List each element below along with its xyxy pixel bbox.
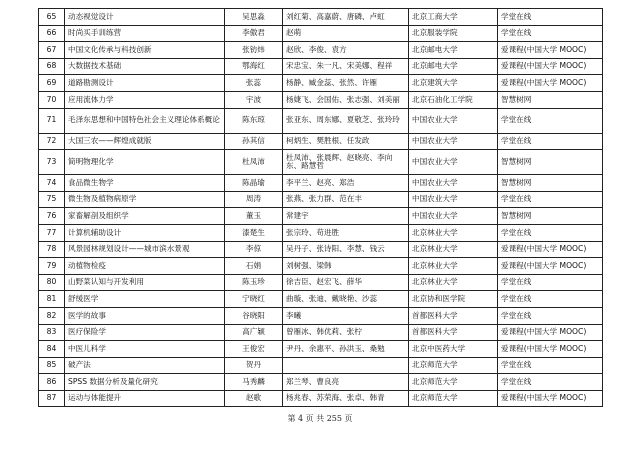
platform-name: 智慧树网 [498,150,603,175]
table-row [39,291,603,308]
team-members: 尹丹、余惠平、孙洪玉、桑勉 [283,341,409,358]
team-members: 柯炳生、樊胜根、任发政 [283,133,409,150]
course-name: 大国三农——辉煌成就版 [65,133,225,150]
platform-name: 学堂在线 [498,108,603,133]
row-number: 87 [39,390,65,407]
table-row [39,133,603,150]
platform-name: 学堂在线 [498,307,603,324]
school-name: 北京林业大学 [409,258,498,275]
platform-name: 爱课程(中国大学 MOOC) [498,258,603,275]
platform-name: 爱课程(中国大学 MOOC) [498,390,603,407]
course-lead: 石娟 [225,258,283,275]
platform-name: 学堂在线 [498,291,603,308]
course-name: 大数据技术基础 [65,58,225,75]
platform-name: 学堂在线 [498,357,603,374]
team-members: 张宗玲、苟进胜 [283,224,409,241]
table-row [39,42,603,59]
team-members [283,357,409,374]
team-members: 杜凤沛、张晨辉、赵晓亮、李向东、路慧哲 [283,150,409,175]
course-table [38,8,603,407]
platform-name: 学堂在线 [498,9,603,26]
team-members: 吴丹子、张诗阳、李慧、钱云 [283,241,409,258]
school-name: 北京建筑大学 [409,75,498,92]
course-name: 舒缓医学 [65,291,225,308]
school-name: 北京师范大学 [409,357,498,374]
school-name: 北京师范大学 [409,390,498,407]
platform-name: 学堂在线 [498,25,603,42]
row-number: 86 [39,374,65,391]
team-members: 宋忠宝、朱一凡、宋美娜、程祥 [283,58,409,75]
team-members: 曲璇、张迪、戴晓艳、沙蕊 [283,291,409,308]
platform-name: 智慧树网 [498,208,603,225]
school-name: 北京邮电大学 [409,42,498,59]
team-members: 刘树强、梁韩 [283,258,409,275]
platform-name: 爱课程(中国大学 MOOC) [498,324,603,341]
table-row [39,258,603,275]
school-name: 中国农业大学 [409,208,498,225]
school-name: 北京服装学院 [409,25,498,42]
school-name: 北京石油化工学院 [409,91,498,108]
team-members: 李曦 [283,307,409,324]
table-row [39,175,603,192]
course-lead: 赵歌 [225,390,283,407]
course-lead: 李倞 [225,241,283,258]
table-row [39,91,603,108]
course-lead: 杜凤沛 [225,150,283,175]
row-number: 80 [39,274,65,291]
platform-name: 学堂在线 [498,224,603,241]
course-lead: 马秀麟 [225,374,283,391]
platform-name: 学堂在线 [498,133,603,150]
team-members: 张亚东、周东娜、夏敬芝、张玲玲 [283,108,409,133]
row-number: 76 [39,208,65,225]
course-name: 山野菜认知与开发利用 [65,274,225,291]
course-lead: 鄂海红 [225,58,283,75]
table-row [39,9,603,26]
course-lead: 陈玉珍 [225,274,283,291]
course-lead: 张蕊 [225,75,283,92]
course-lead: 董玉 [225,208,283,225]
school-name: 中国农业大学 [409,133,498,150]
row-number: 79 [39,258,65,275]
team-members: 杨婕飞、会国佑、张志强、刘美丽 [283,91,409,108]
course-name: 风景园林规划设计——城市滨水景观 [65,241,225,258]
platform-name: 学堂在线 [498,274,603,291]
school-name: 北京邮电大学 [409,58,498,75]
course-lead: 宁晓红 [225,291,283,308]
course-name: 时尚买手训练营 [65,25,225,42]
school-name: 中国农业大学 [409,108,498,133]
school-name: 中国农业大学 [409,191,498,208]
platform-name: 学堂在线 [498,374,603,391]
course-name: 医学的故事 [65,307,225,324]
team-members: 徐吉臣、赵宏飞、薛华 [283,274,409,291]
team-members: 曾雁冰、韩优莉、张柠 [283,324,409,341]
platform-name: 爱课程(中国大学 MOOC) [498,42,603,59]
team-members: 赵萌 [283,25,409,42]
table-row [39,274,603,291]
course-lead: 李傲君 [225,25,283,42]
team-members: 李平兰、赵亮、郑浩 [283,175,409,192]
table-row [39,25,603,42]
school-name: 中国农业大学 [409,175,498,192]
school-name: 北京林业大学 [409,224,498,241]
row-number: 84 [39,341,65,358]
table-row [39,390,603,407]
row-number: 65 [39,9,65,26]
row-number: 71 [39,108,65,133]
row-number: 78 [39,241,65,258]
course-table-body [39,9,603,407]
course-name: 微生物及植物病原学 [65,191,225,208]
school-name: 北京中医药大学 [409,341,498,358]
platform-name: 爱课程(中国大学 MOOC) [498,341,603,358]
table-row [39,357,603,374]
table-row [39,191,603,208]
course-lead: 谷晓阳 [225,307,283,324]
course-lead: 宇波 [225,91,283,108]
school-name: 首都医科大学 [409,324,498,341]
page-footer: 第 4 页 共 255 页 [287,414,353,423]
course-name: 中国文化传承与科技创新 [65,42,225,59]
school-name: 中国农业大学 [409,150,498,175]
table-row [39,374,603,391]
row-number: 72 [39,133,65,150]
team-members: 张燕、张力群、范在丰 [283,191,409,208]
row-number: 81 [39,291,65,308]
row-number: 73 [39,150,65,175]
team-members: 赵欣、李俊、袁方 [283,42,409,59]
course-name: 简明物理化学 [65,150,225,175]
school-name: 北京工商大学 [409,9,498,26]
course-name: 医疗保险学 [65,324,225,341]
team-members: 杨静、臧金蕊、张然、许雁 [283,75,409,92]
course-lead: 吴思淼 [225,9,283,26]
course-name: 中医儿科学 [65,341,225,358]
course-name: 动态视觉设计 [65,9,225,26]
row-number: 74 [39,175,65,192]
course-name: 动植物检疫 [65,258,225,275]
course-name: SPSS 数据分析及量化研究 [65,374,225,391]
course-lead: 周涛 [225,191,283,208]
team-members: 杨兆春、苏荣海、张卓、韩青 [283,390,409,407]
course-lead: 贺丹 [225,357,283,374]
platform-name: 爱课程(中国大学 MOOC) [498,75,603,92]
row-number: 82 [39,307,65,324]
table-row [39,324,603,341]
row-number: 83 [39,324,65,341]
course-name: 毛泽东思想和中国特色社会主义理论体系概论 [65,108,225,133]
course-lead: 陈东琼 [225,108,283,133]
course-lead: 漆楚生 [225,224,283,241]
table-row [39,224,603,241]
school-name: 北京林业大学 [409,274,498,291]
row-number: 69 [39,75,65,92]
course-lead: 张钫炜 [225,42,283,59]
table-row [39,108,603,133]
table-row [39,307,603,324]
school-name: 北京师范大学 [409,374,498,391]
platform-name: 爱课程(中国大学 MOOC) [498,58,603,75]
course-name: 道路勘测设计 [65,75,225,92]
course-lead: 孙其信 [225,133,283,150]
platform-name: 智慧树网 [498,91,603,108]
school-name: 北京协和医学院 [409,291,498,308]
course-lead: 高广颖 [225,324,283,341]
table-row [39,208,603,225]
table-row [39,150,603,175]
table-row [39,241,603,258]
row-number: 75 [39,191,65,208]
table-row [39,58,603,75]
row-number: 70 [39,91,65,108]
school-name: 北京林业大学 [409,241,498,258]
platform-name: 智慧树网 [498,175,603,192]
team-members: 郑兰琴、曹良亮 [283,374,409,391]
team-members: 刘红菊、高嘉蔚、唐磷、卢虹 [283,9,409,26]
course-lead: 王俊宏 [225,341,283,358]
row-number: 67 [39,42,65,59]
course-name: 应用流体力学 [65,91,225,108]
platform-name: 学堂在线 [498,191,603,208]
course-name: 食品微生物学 [65,175,225,192]
school-name: 首都医科大学 [409,307,498,324]
team-members: 常建宇 [283,208,409,225]
course-name: 家畜解剖及组织学 [65,208,225,225]
platform-name: 爱课程(中国大学 MOOC) [498,241,603,258]
course-name: 运动与体能提升 [65,390,225,407]
table-row [39,75,603,92]
row-number: 66 [39,25,65,42]
course-lead: 陈晶瑜 [225,175,283,192]
table-row [39,341,603,358]
course-name: 破产法 [65,357,225,374]
row-number: 85 [39,357,65,374]
row-number: 77 [39,224,65,241]
row-number: 68 [39,58,65,75]
course-name: 计算机辅助设计 [65,224,225,241]
